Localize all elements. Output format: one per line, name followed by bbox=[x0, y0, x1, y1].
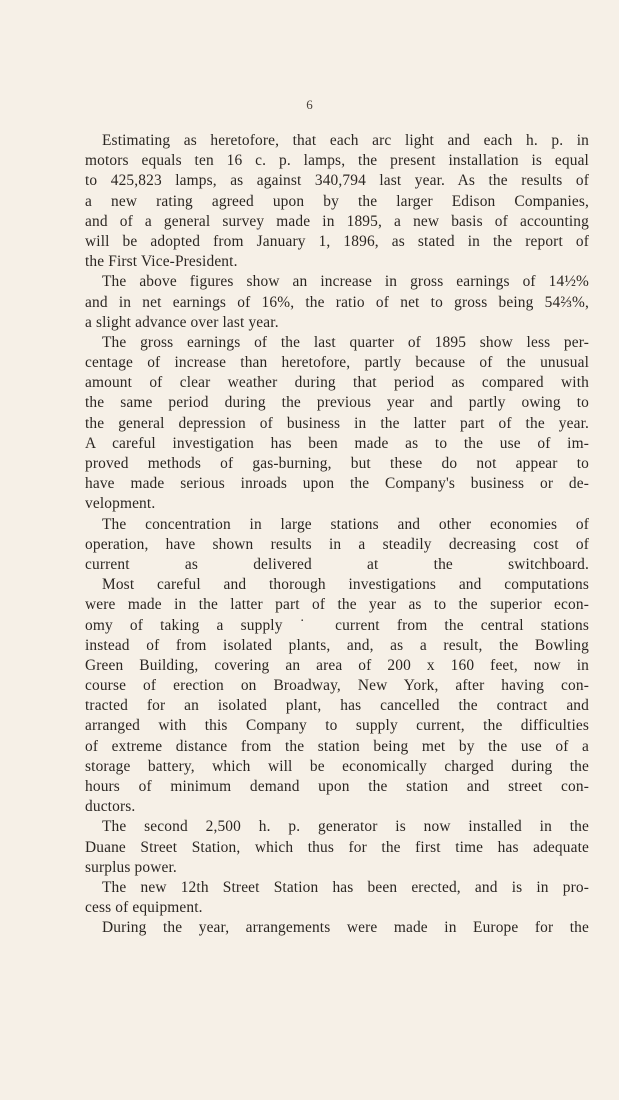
text-line: amount of clear weather during that period as compared with bbox=[85, 374, 589, 392]
text-line: Most careful and thorough investigations and computations bbox=[102, 576, 589, 594]
text-line: The second 2,500 h. p. generator is now installed in the bbox=[102, 818, 589, 836]
text-line: The concentration in large stations and other economies of bbox=[102, 515, 589, 533]
text-line: and of a general survey made in 1895, a new basis of accounting bbox=[85, 212, 589, 230]
text-line: The gross earnings of the last quarter of 1895 show less per- bbox=[102, 333, 589, 351]
text-line: Duane Street Station, which thus for the first time has adequate bbox=[85, 838, 589, 856]
text-line: operation, have shown results in a steadily decreasing cost of bbox=[85, 535, 589, 553]
text-line: the First Vice-President. bbox=[85, 253, 238, 271]
text-line: current as delivered at the switchboard. bbox=[85, 555, 589, 573]
text-line: were made in the latter part of the year as to the superior econ- bbox=[85, 596, 589, 614]
body-text bbox=[85, 131, 589, 939]
text-line: of extreme distance from the station being met by the use of a bbox=[85, 737, 589, 755]
text-line: the same period during the previous year and partly owing to bbox=[85, 394, 589, 412]
text-line: have made serious inroads upon the Company's business or de- bbox=[85, 475, 589, 493]
text-line: centage of increase than heretofore, partly because of the unusual bbox=[85, 354, 589, 372]
text-line: Green Building, covering an area of 200 x 160 feet, now in bbox=[85, 656, 589, 674]
text-line: surplus power. bbox=[85, 858, 177, 876]
text-line: a new rating agreed upon by the larger Edison Companies, bbox=[85, 192, 589, 210]
text-line: A careful investigation has been made as to the use of im- bbox=[85, 434, 589, 452]
text-line: a slight advance over last year. bbox=[85, 313, 279, 331]
text-line: cess of equipment. bbox=[85, 899, 203, 917]
text-line: to 425,823 lamps, as against 340,794 last year. As the results of bbox=[85, 172, 589, 190]
text-line: motors equals ten 16 c. p. lamps, the present installation is equal bbox=[85, 152, 589, 170]
text-line: instead of from isolated plants, and, as a result, the Bowling bbox=[85, 636, 589, 654]
text-line: and in net earnings of 16%, the ratio of net to gross being 54⅔%, bbox=[85, 293, 589, 311]
text-line: proved methods of gas-burning, but these do not appear to bbox=[85, 455, 589, 472]
text-line: arranged with this Company to supply current, the difficulties bbox=[85, 717, 589, 735]
text-line: ductors. bbox=[85, 798, 136, 816]
text-line: tracted for an isolated plant, has cancelled the contract and bbox=[85, 697, 589, 715]
text-line: Estimating as heretofore, that each arc light and each h. p. in bbox=[102, 132, 589, 149]
text-line: hours of minimum demand upon the station and street con- bbox=[85, 778, 589, 795]
text-line: the general depression of business in the latter part of the year. bbox=[85, 414, 589, 432]
text-line: velopment. bbox=[85, 495, 156, 513]
text-line: course of erection on Broadway, New York, after having con- bbox=[85, 677, 589, 695]
page-number: 6 bbox=[306, 97, 313, 112]
text-line: During the year, arrangements were made in Europe for the bbox=[102, 919, 589, 937]
text-line: The above figures show an increase in gross earnings of 14½% bbox=[102, 273, 589, 291]
text-line: will be adopted from January 1, 1896, as stated in the report of bbox=[85, 232, 589, 250]
text-line: The new 12th Street Station has been erected, and is in pro- bbox=[102, 878, 589, 896]
text-line: storage battery, which will be economically charged during the bbox=[85, 757, 589, 775]
text-line: omy of taking a supply ˙ current from the central stations bbox=[85, 616, 589, 634]
